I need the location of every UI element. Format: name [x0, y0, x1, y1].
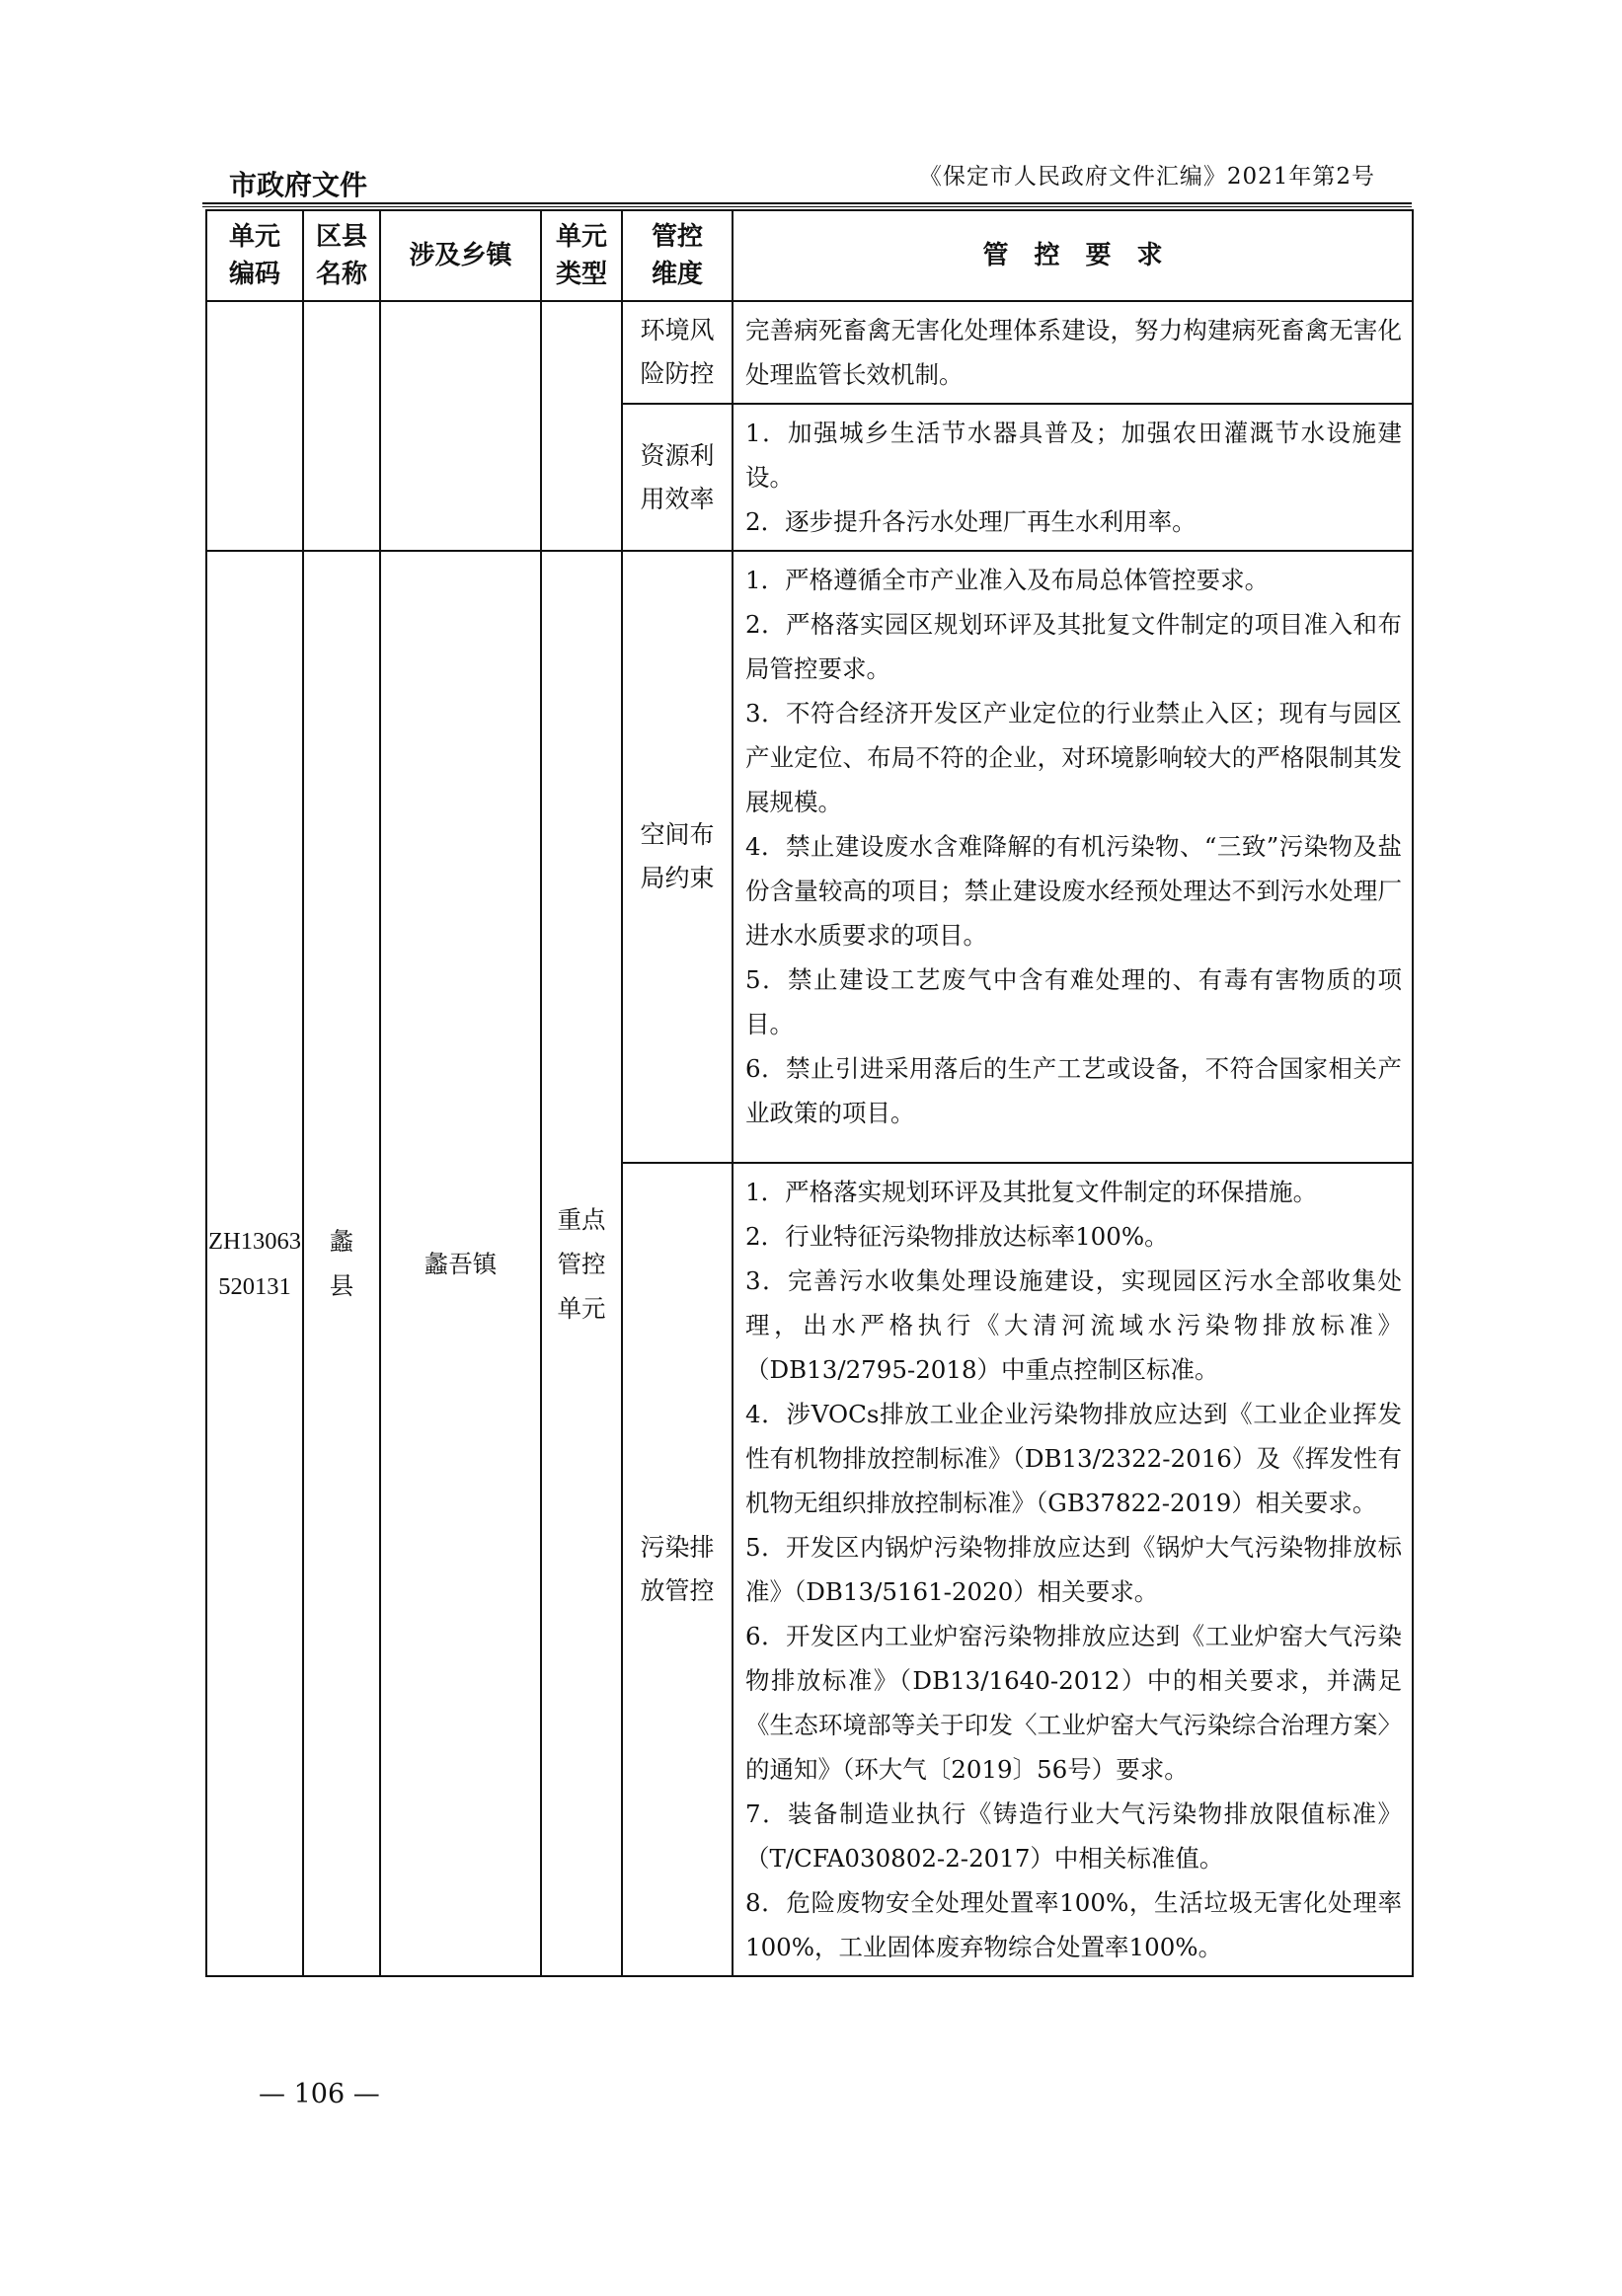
requirement-item: 7．装备制造业执行《铸造行业大气污染物排放限值标准》（T/CFA030802-2-2017）中相关标准值。 — [745, 1799, 1402, 1873]
dimension-label: 环境风 险防控 — [640, 316, 715, 388]
requirement-item: 5．开发区内锅炉污染物排放应达到《锅炉大气污染物排放标准》（DB13/5161-2020）相关要求。 — [745, 1533, 1402, 1606]
requirement-item: 2．逐步提升各污水处理厂再生水利用率。 — [745, 507, 1197, 536]
empty-cell — [380, 301, 541, 551]
requirements-cell — [733, 301, 1413, 404]
requirement-item: 6．禁止引进采用落后的生产工艺或设备，不符合国家相关产业政策的项目。 — [745, 1054, 1402, 1127]
col-header-code — [206, 210, 303, 301]
unit-type-cell — [541, 551, 622, 1976]
col-header-code-text: 单元 编码 — [228, 222, 280, 289]
header-left-title: 市政府文件 — [229, 169, 368, 201]
dimension-label: 资源利 用效率 — [640, 440, 715, 513]
requirement-item: 4．禁止建设废水含难降解的有机污染物、“三致”污染物及盐份含量较高的项目；禁止建设废水经预处理达不到污水处理厂进水水质要求的项目。 — [745, 832, 1402, 950]
col-header-towns — [380, 210, 541, 301]
requirement-item: 3．不符合经济开发区产业定位的行业禁止入区；现有与园区产业定位、布局不符的企业，对环境影响较大的严格限制其发展规模。 — [745, 699, 1402, 816]
county-name: 蠡 县 — [329, 1227, 354, 1300]
col-header-type — [541, 210, 622, 301]
requirement-item: 5．禁止建设工艺废气中含有难处理的、有毒有害物质的项目。 — [745, 965, 1402, 1038]
col-header-requirements — [733, 210, 1413, 301]
table-header-row — [206, 210, 1413, 301]
dimension-cell — [622, 551, 733, 1163]
col-header-towns-text: 涉及乡镇 — [409, 241, 512, 270]
col-header-county-text: 区县 名称 — [315, 222, 367, 289]
col-header-dimension-text: 管控 维度 — [651, 222, 703, 289]
requirement-item: 4．涉VOCs排放工业企业污染物排放应达到《工业企业挥发性有机物排放控制标准》（DB13/2322-2016）及《挥发性有机物无组织排放控制标准》（GB37822-2019）相关要求。 — [745, 1400, 1402, 1517]
unit-type: 重点 管控 单元 — [557, 1204, 606, 1323]
requirement-item: 2．严格落实园区规划环评及其批复文件制定的项目准入和布局管控要求。 — [745, 610, 1402, 683]
col-header-type-text: 单元 类型 — [555, 222, 607, 289]
header-rule-thin — [202, 206, 1412, 207]
towns: 蠡吾镇 — [424, 1249, 498, 1278]
requirement-item: 完善病死畜禽无害化处理体系建设，努力构建病死畜禽无害化处理监管长效机制。 — [745, 316, 1402, 389]
table-row — [206, 551, 1413, 1163]
unit-code-cell — [206, 551, 303, 1976]
empty-cell — [303, 301, 380, 551]
requirement-item: 1．严格遵循全市产业准入及布局总体管控要求。 — [745, 566, 1270, 594]
empty-cell — [206, 301, 303, 551]
county-name-cell — [303, 551, 380, 1976]
requirements-cell — [733, 551, 1413, 1163]
unit-code: ZH13063 520131 — [208, 1228, 301, 1300]
header-right-title: 《保定市人民政府文件汇编》2021年第2号 — [918, 164, 1375, 190]
requirement-item: 2．行业特征污染物排放达标率100%。 — [745, 1222, 1169, 1251]
requirements-table — [205, 209, 1414, 1977]
dimension-label: 空间布 局约束 — [640, 820, 715, 892]
dimension-label: 污染排 放管控 — [640, 1533, 715, 1605]
empty-cell — [541, 301, 622, 551]
header-rule — [202, 202, 1412, 204]
requirements-cell — [733, 1163, 1413, 1976]
requirement-item: 8．危险废物安全处理处置率100%，生活垃圾无害化处理率100%，工业固体废弃物综合处置率100%。 — [745, 1888, 1402, 1961]
requirements-cell — [733, 404, 1413, 551]
requirement-item: 3．完善污水收集处理设施建设，实现园区污水全部收集处理，出水严格执行《大清河流域水污染物排放标准》（DB13/2795-2018）中重点控制区标准。 — [745, 1266, 1402, 1384]
table-row — [206, 301, 1413, 404]
dimension-cell — [622, 301, 733, 404]
col-header-dimension — [622, 210, 733, 301]
dimension-cell — [622, 404, 733, 551]
requirement-item: 1．严格落实规划环评及其批复文件制定的环保措施。 — [745, 1178, 1318, 1206]
col-header-requirements-text: 管 控 要 求 — [982, 241, 1163, 270]
col-header-county — [303, 210, 380, 301]
requirements-table-body — [206, 210, 1413, 1976]
requirement-item: 1．加强城乡生活节水器具普及；加强农田灌溉节水设施建设。 — [745, 419, 1402, 492]
towns-cell — [380, 551, 541, 1976]
page-number: — 106 — — [259, 2079, 380, 2109]
dimension-cell — [622, 1163, 733, 1976]
requirement-item: 6．开发区内工业炉窑污染物排放应达到《工业炉窑大气污染物排放标准》（DB13/1640-2012）中的相关要求，并满足《生态环境部等关于印发〈工业炉窑大气污染综合治理方案〉的通知》（环大气〔2019〕56号）要求。 — [745, 1622, 1402, 1784]
